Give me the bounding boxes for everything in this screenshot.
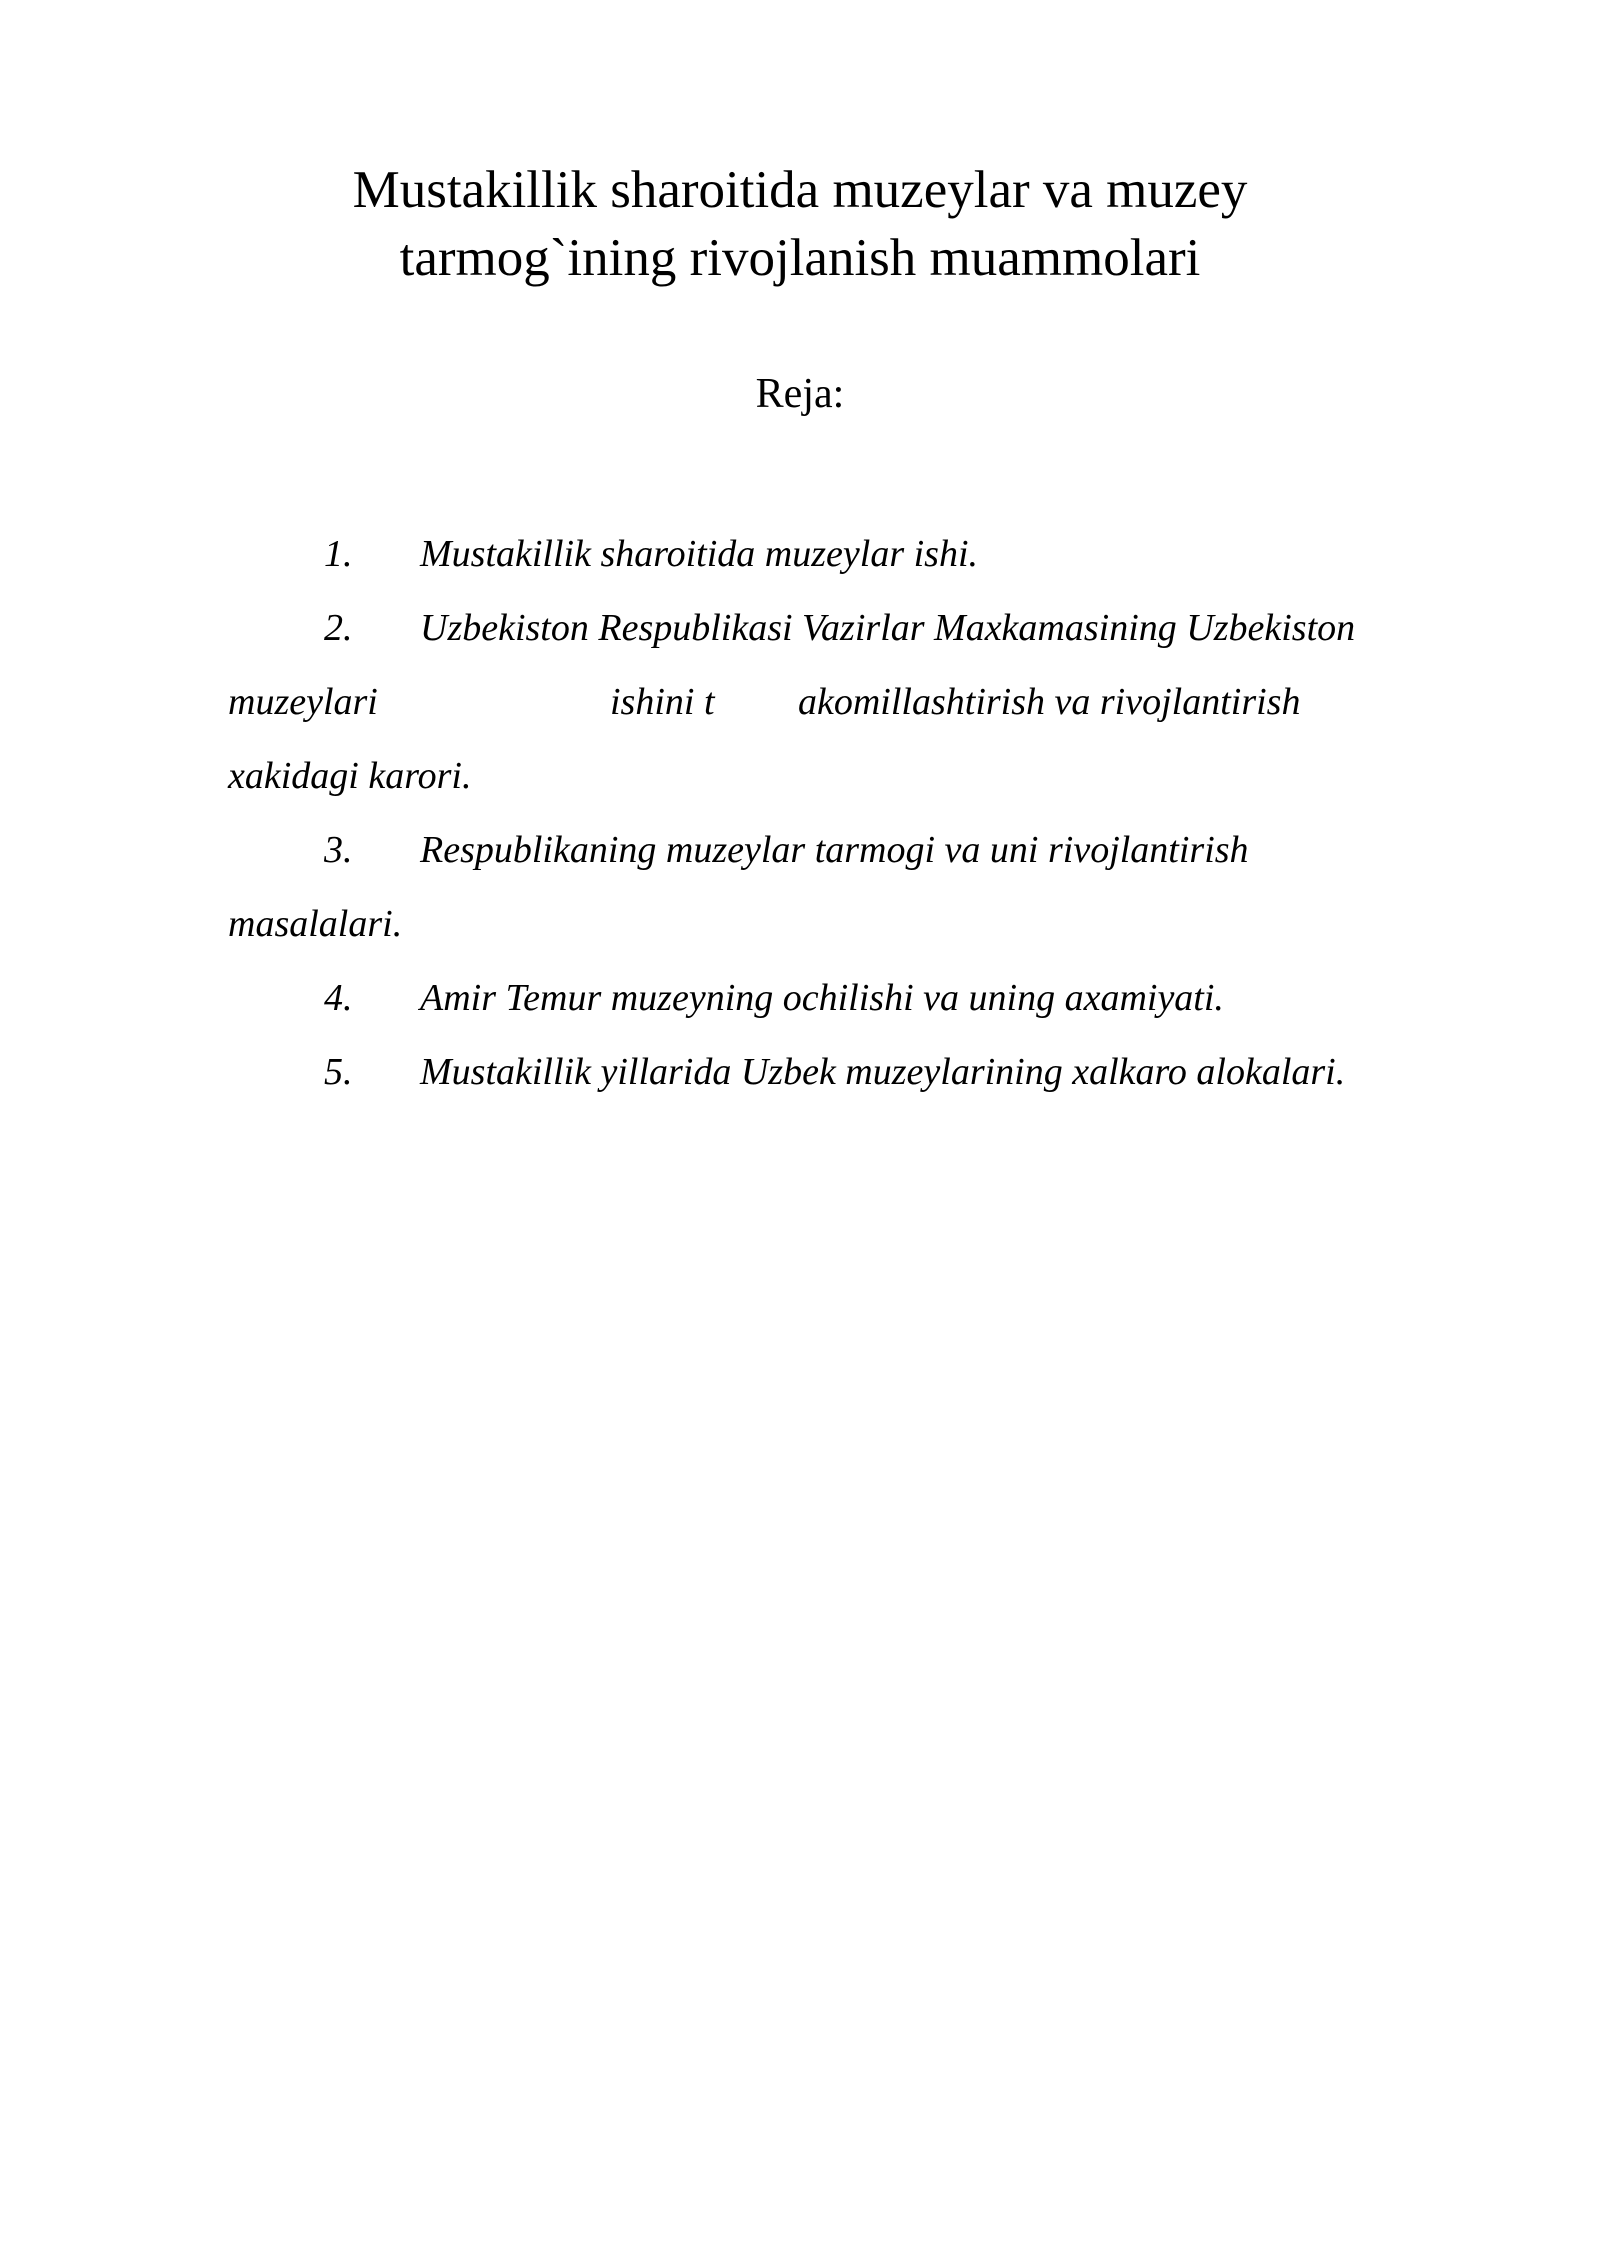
plan-heading: Reja: [755,371,845,417]
plan-item-text: Uzbekiston Respublikasi Vazirlar Maxkamasining Uzbekiston [420,607,1356,649]
plan-item-text-fragment: ishini t [610,681,715,723]
plan-item-text: Mustakillik yillarida Uzbek muzeylarining xalkaro alokalari. [420,1051,1346,1093]
title-line-2: tarmog`ining rivojlanish muammolari [399,229,1201,287]
plan-item-text: Amir Temur muzeyning ochilishi va uning axamiyati. [420,977,1224,1019]
plan-item-number: 1. [324,533,353,575]
plan-item-text: Mustakillik sharoitida muzeylar ishi. [420,533,979,575]
plan-item-text-fragment: masalalari. [228,903,403,945]
plan-item-number: 2. [324,607,353,649]
document-title [0,156,1600,292]
plan-item-text-fragment: xakidagi karori. [228,755,472,797]
title-line-1: Mustakillik sharoitida muzeylar va muzey [352,161,1248,219]
plan-item-number: 3. [324,829,353,871]
plan-item-text-fragment: muzeylari [228,681,378,723]
plan-item-text: Respublikaning muzeylar tarmogi va uni rivojlantirish [420,829,1249,871]
plan-item-text-fragment: akomillashtirish va rivojlantirish [798,681,1301,723]
plan-item-number: 4. [324,977,353,1019]
plan-item-number: 5. [324,1051,353,1093]
